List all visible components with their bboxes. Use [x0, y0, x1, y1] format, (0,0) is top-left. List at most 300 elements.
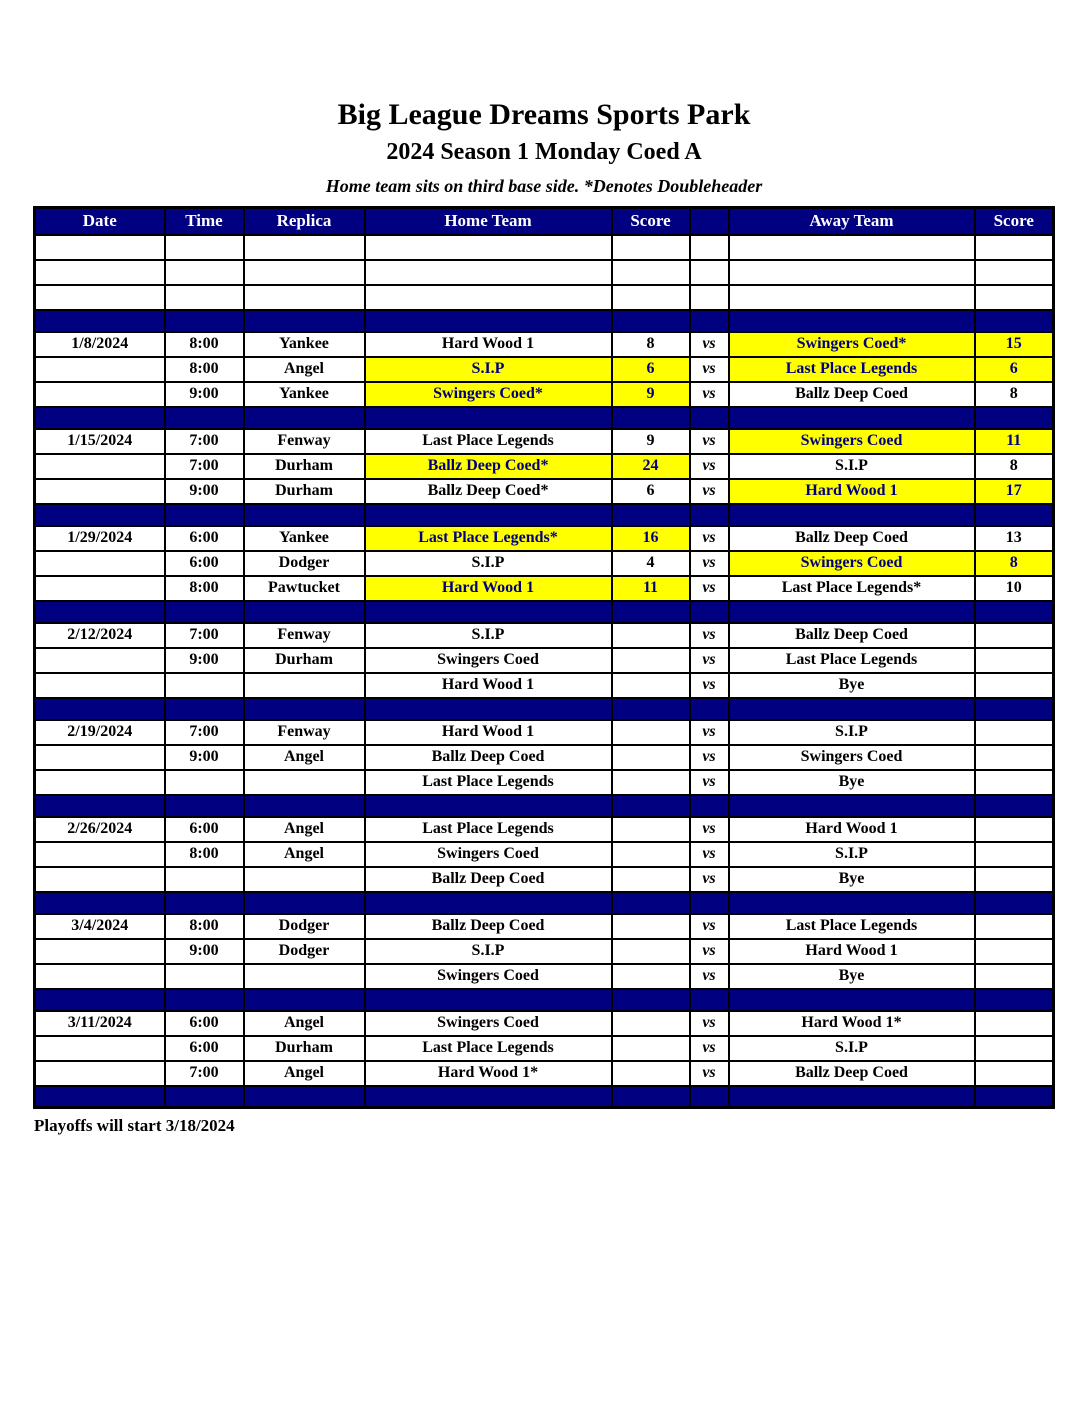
vs-cell: vs — [690, 817, 729, 842]
game-row — [35, 576, 1054, 601]
date-cell — [35, 576, 165, 601]
away-score-cell: 17 — [975, 479, 1054, 504]
home-team-cell: Ballz Deep Coed* — [365, 454, 612, 479]
home-team-cell — [365, 795, 612, 817]
time-cell: 8:00 — [165, 357, 244, 382]
home-team-note: Home team sits on third base side. *Denotes Doubleheader — [325, 176, 763, 197]
away-score-cell — [975, 260, 1054, 285]
game-row — [35, 770, 1054, 795]
away-score-cell — [975, 720, 1054, 745]
home-score-cell — [612, 720, 690, 745]
away-team-cell: Swingers Coed — [729, 551, 975, 576]
time-cell — [165, 407, 244, 429]
home-score-cell — [612, 260, 690, 285]
home-team-cell: Swingers Coed — [365, 648, 612, 673]
vs-cell: vs — [690, 1036, 729, 1061]
home-team-cell: Last Place Legends* — [365, 526, 612, 551]
time-cell: 7:00 — [165, 454, 244, 479]
home-team-cell: Hard Wood 1 — [365, 332, 612, 357]
replica-cell — [244, 698, 365, 720]
time-cell — [165, 260, 244, 285]
page-title: Big League Dreams Sports Park — [337, 98, 751, 131]
game-row — [35, 429, 1054, 454]
away-score-cell — [975, 601, 1054, 623]
away-team-cell — [729, 989, 975, 1011]
replica-cell — [244, 285, 365, 310]
home-team-cell: Hard Wood 1 — [365, 576, 612, 601]
away-score-cell — [975, 1011, 1054, 1036]
away-score-cell: 8 — [975, 382, 1054, 407]
home-team-cell — [365, 285, 612, 310]
replica-cell — [244, 892, 365, 914]
home-score-cell — [612, 310, 690, 332]
away-score-cell — [975, 892, 1054, 914]
vs-cell: vs — [690, 964, 729, 989]
away-team-cell: S.I.P — [729, 842, 975, 867]
date-cell — [35, 989, 165, 1011]
vs-cell: vs — [690, 623, 729, 648]
replica-cell: Durham — [244, 1036, 365, 1061]
time-cell: 7:00 — [165, 623, 244, 648]
home-team-cell: S.I.P — [365, 357, 612, 382]
date-cell — [35, 1036, 165, 1061]
game-row — [35, 332, 1054, 357]
date-cell: 2/26/2024 — [35, 817, 165, 842]
home-team-cell: Swingers Coed* — [365, 382, 612, 407]
away-team-cell: Last Place Legends — [729, 648, 975, 673]
column-header-vs — [690, 208, 729, 235]
vs-cell: vs — [690, 429, 729, 454]
time-cell — [165, 892, 244, 914]
column-header-time: Time — [165, 208, 244, 235]
game-row — [35, 914, 1054, 939]
vs-cell: vs — [690, 1011, 729, 1036]
game-row — [35, 623, 1054, 648]
away-team-cell: Hard Wood 1 — [729, 817, 975, 842]
column-header-home-team: Home Team — [365, 208, 612, 235]
replica-cell: Angel — [244, 817, 365, 842]
game-row — [35, 817, 1054, 842]
game-row — [35, 939, 1054, 964]
date-cell: 1/29/2024 — [35, 526, 165, 551]
time-cell — [165, 770, 244, 795]
date-cell — [35, 454, 165, 479]
home-score-cell: 16 — [612, 526, 690, 551]
replica-cell: Durham — [244, 648, 365, 673]
vs-cell: vs — [690, 745, 729, 770]
away-score-cell — [975, 648, 1054, 673]
game-row — [35, 479, 1054, 504]
vs-cell — [690, 504, 729, 526]
replica-cell — [244, 867, 365, 892]
replica-cell — [244, 601, 365, 623]
date-cell — [35, 964, 165, 989]
home-team-cell — [365, 407, 612, 429]
away-score-cell — [975, 1036, 1054, 1061]
week-separator-row — [35, 698, 1054, 720]
home-score-cell — [612, 795, 690, 817]
vs-cell: vs — [690, 673, 729, 698]
time-cell: 9:00 — [165, 745, 244, 770]
date-cell — [35, 260, 165, 285]
date-cell: 2/12/2024 — [35, 623, 165, 648]
home-team-cell: Hard Wood 1* — [365, 1061, 612, 1086]
away-score-cell — [975, 407, 1054, 429]
home-score-cell — [612, 939, 690, 964]
time-cell — [165, 235, 244, 260]
replica-cell: Dodger — [244, 914, 365, 939]
vs-cell: vs — [690, 842, 729, 867]
home-score-cell — [612, 1061, 690, 1086]
away-score-cell — [975, 817, 1054, 842]
week-separator-row — [35, 989, 1054, 1011]
vs-cell — [690, 698, 729, 720]
home-team-cell — [365, 260, 612, 285]
time-cell — [165, 601, 244, 623]
vs-cell: vs — [690, 770, 729, 795]
empty-row — [35, 260, 1054, 285]
time-cell: 9:00 — [165, 648, 244, 673]
home-team-cell — [365, 235, 612, 260]
away-score-cell — [975, 310, 1054, 332]
away-team-cell: S.I.P — [729, 1036, 975, 1061]
week-separator-row — [35, 310, 1054, 332]
away-team-cell — [729, 407, 975, 429]
away-score-cell — [975, 1061, 1054, 1086]
home-team-cell — [365, 601, 612, 623]
home-score-cell: 24 — [612, 454, 690, 479]
header-row — [35, 208, 1054, 235]
vs-cell: vs — [690, 357, 729, 382]
away-score-cell — [975, 673, 1054, 698]
replica-cell — [244, 1086, 365, 1108]
replica-cell: Dodger — [244, 939, 365, 964]
game-row — [35, 867, 1054, 892]
home-score-cell — [612, 964, 690, 989]
vs-cell — [690, 892, 729, 914]
away-score-cell — [975, 623, 1054, 648]
time-cell: 7:00 — [165, 720, 244, 745]
home-score-cell: 11 — [612, 576, 690, 601]
vs-cell — [690, 407, 729, 429]
date-cell — [35, 745, 165, 770]
game-row — [35, 382, 1054, 407]
home-score-cell — [612, 698, 690, 720]
home-score-cell: 6 — [612, 357, 690, 382]
time-cell: 9:00 — [165, 382, 244, 407]
time-cell: 6:00 — [165, 526, 244, 551]
vs-cell: vs — [690, 867, 729, 892]
game-row — [35, 1036, 1054, 1061]
game-row — [35, 357, 1054, 382]
away-score-cell — [975, 939, 1054, 964]
page-subtitle: 2024 Season 1 Monday Coed A — [386, 139, 702, 165]
date-cell — [35, 479, 165, 504]
time-cell: 6:00 — [165, 1011, 244, 1036]
away-team-cell — [729, 285, 975, 310]
home-score-cell: 9 — [612, 382, 690, 407]
time-cell — [165, 673, 244, 698]
replica-cell — [244, 989, 365, 1011]
vs-cell: vs — [690, 939, 729, 964]
home-team-cell: Swingers Coed — [365, 964, 612, 989]
replica-cell: Yankee — [244, 526, 365, 551]
home-score-cell — [612, 1011, 690, 1036]
replica-cell — [244, 964, 365, 989]
home-team-cell — [365, 989, 612, 1011]
vs-cell: vs — [690, 382, 729, 407]
time-cell: 7:00 — [165, 1061, 244, 1086]
home-score-cell — [612, 867, 690, 892]
time-cell: 6:00 — [165, 551, 244, 576]
away-team-cell: Swingers Coed — [729, 429, 975, 454]
week-separator-row — [35, 1086, 1054, 1108]
away-score-cell — [975, 867, 1054, 892]
home-team-cell: Hard Wood 1 — [365, 673, 612, 698]
date-cell — [35, 698, 165, 720]
home-team-cell — [365, 504, 612, 526]
away-team-cell — [729, 235, 975, 260]
away-score-cell: 10 — [975, 576, 1054, 601]
time-cell: 8:00 — [165, 914, 244, 939]
home-team-cell: Last Place Legends — [365, 817, 612, 842]
replica-cell: Durham — [244, 479, 365, 504]
home-team-cell — [365, 892, 612, 914]
away-score-cell — [975, 1086, 1054, 1108]
replica-cell: Angel — [244, 357, 365, 382]
away-team-cell: Swingers Coed — [729, 745, 975, 770]
home-score-cell — [612, 817, 690, 842]
vs-cell: vs — [690, 479, 729, 504]
away-score-cell — [975, 989, 1054, 1011]
home-score-cell — [612, 673, 690, 698]
vs-cell — [690, 310, 729, 332]
away-team-cell: Last Place Legends — [729, 914, 975, 939]
home-team-cell: S.I.P — [365, 939, 612, 964]
home-score-cell — [612, 1036, 690, 1061]
replica-cell — [244, 673, 365, 698]
replica-cell: Yankee — [244, 382, 365, 407]
vs-cell — [690, 285, 729, 310]
home-team-cell: Swingers Coed — [365, 1011, 612, 1036]
away-score-cell — [975, 770, 1054, 795]
date-cell — [35, 235, 165, 260]
away-score-cell: 11 — [975, 429, 1054, 454]
away-team-cell: Ballz Deep Coed — [729, 382, 975, 407]
away-score-cell — [975, 914, 1054, 939]
game-row — [35, 745, 1054, 770]
week-separator-row — [35, 504, 1054, 526]
home-team-cell: Ballz Deep Coed* — [365, 479, 612, 504]
replica-cell: Yankee — [244, 332, 365, 357]
home-team-cell: Ballz Deep Coed — [365, 745, 612, 770]
away-team-cell — [729, 795, 975, 817]
vs-cell — [690, 795, 729, 817]
schedule-table — [33, 206, 1055, 1109]
time-cell: 9:00 — [165, 939, 244, 964]
empty-row — [35, 235, 1054, 260]
away-team-cell: Last Place Legends — [729, 357, 975, 382]
empty-row — [35, 285, 1054, 310]
week-separator-row — [35, 795, 1054, 817]
replica-cell: Angel — [244, 1011, 365, 1036]
home-team-cell — [365, 310, 612, 332]
home-team-cell: Last Place Legends — [365, 429, 612, 454]
home-score-cell: 8 — [612, 332, 690, 357]
date-cell — [35, 673, 165, 698]
home-team-cell: Ballz Deep Coed — [365, 867, 612, 892]
home-score-cell — [612, 235, 690, 260]
away-team-cell: Ballz Deep Coed — [729, 1061, 975, 1086]
date-cell: 2/19/2024 — [35, 720, 165, 745]
home-score-cell — [612, 648, 690, 673]
game-row — [35, 964, 1054, 989]
away-score-cell — [975, 504, 1054, 526]
time-cell — [165, 964, 244, 989]
time-cell: 8:00 — [165, 842, 244, 867]
away-score-cell — [975, 745, 1054, 770]
replica-cell: Angel — [244, 745, 365, 770]
home-score-cell — [612, 407, 690, 429]
date-cell — [35, 601, 165, 623]
home-team-cell: Last Place Legends — [365, 1036, 612, 1061]
time-cell: 8:00 — [165, 332, 244, 357]
column-header-date: Date — [35, 208, 165, 235]
home-score-cell — [612, 892, 690, 914]
home-score-cell — [612, 914, 690, 939]
time-cell: 6:00 — [165, 1036, 244, 1061]
date-cell: 1/15/2024 — [35, 429, 165, 454]
time-cell — [165, 867, 244, 892]
vs-cell: vs — [690, 332, 729, 357]
away-team-cell: Bye — [729, 964, 975, 989]
game-row — [35, 551, 1054, 576]
vs-cell: vs — [690, 1061, 729, 1086]
away-score-cell — [975, 235, 1054, 260]
replica-cell — [244, 504, 365, 526]
away-score-cell: 6 — [975, 357, 1054, 382]
column-header-away-score: Score — [975, 208, 1054, 235]
time-cell — [165, 795, 244, 817]
time-cell: 9:00 — [165, 479, 244, 504]
replica-cell: Durham — [244, 454, 365, 479]
replica-cell — [244, 770, 365, 795]
away-score-cell: 8 — [975, 551, 1054, 576]
away-team-cell: Ballz Deep Coed — [729, 623, 975, 648]
time-cell — [165, 698, 244, 720]
home-score-cell: 4 — [612, 551, 690, 576]
replica-cell: Fenway — [244, 623, 365, 648]
away-team-cell: Hard Wood 1* — [729, 1011, 975, 1036]
date-cell: 1/8/2024 — [35, 332, 165, 357]
time-cell — [165, 285, 244, 310]
away-score-cell — [975, 964, 1054, 989]
date-cell — [35, 795, 165, 817]
date-cell: 3/11/2024 — [35, 1011, 165, 1036]
time-cell — [165, 310, 244, 332]
away-score-cell: 8 — [975, 454, 1054, 479]
date-cell — [35, 285, 165, 310]
home-score-cell — [612, 745, 690, 770]
away-team-cell: Bye — [729, 770, 975, 795]
game-row — [35, 673, 1054, 698]
away-team-cell: Hard Wood 1 — [729, 479, 975, 504]
replica-cell: Dodger — [244, 551, 365, 576]
home-team-cell — [365, 698, 612, 720]
column-header-replica: Replica — [244, 208, 365, 235]
home-score-cell — [612, 770, 690, 795]
away-team-cell: Ballz Deep Coed — [729, 526, 975, 551]
vs-cell: vs — [690, 551, 729, 576]
date-cell — [35, 648, 165, 673]
vs-cell — [690, 1086, 729, 1108]
away-team-cell: Bye — [729, 673, 975, 698]
column-header-away-team: Away Team — [729, 208, 975, 235]
date-cell — [35, 1061, 165, 1086]
week-separator-row — [35, 892, 1054, 914]
playoffs-note: Playoffs will start 3/18/2024 — [34, 1116, 235, 1136]
game-row — [35, 526, 1054, 551]
time-cell — [165, 989, 244, 1011]
away-team-cell — [729, 310, 975, 332]
date-cell — [35, 504, 165, 526]
home-score-cell — [612, 989, 690, 1011]
game-row — [35, 648, 1054, 673]
away-score-cell — [975, 795, 1054, 817]
home-team-cell: S.I.P — [365, 551, 612, 576]
vs-cell — [690, 235, 729, 260]
date-cell — [35, 939, 165, 964]
home-score-cell — [612, 842, 690, 867]
time-cell: 7:00 — [165, 429, 244, 454]
week-separator-row — [35, 601, 1054, 623]
date-cell — [35, 382, 165, 407]
replica-cell — [244, 407, 365, 429]
column-header-home-score: Score — [612, 208, 690, 235]
date-cell — [35, 842, 165, 867]
vs-cell: vs — [690, 720, 729, 745]
away-team-cell — [729, 601, 975, 623]
time-cell — [165, 504, 244, 526]
date-cell — [35, 892, 165, 914]
date-cell — [35, 407, 165, 429]
vs-cell — [690, 260, 729, 285]
home-team-cell: Last Place Legends — [365, 770, 612, 795]
vs-cell: vs — [690, 526, 729, 551]
time-cell: 8:00 — [165, 576, 244, 601]
replica-cell: Fenway — [244, 429, 365, 454]
replica-cell — [244, 260, 365, 285]
game-row — [35, 454, 1054, 479]
date-cell — [35, 310, 165, 332]
date-cell: 3/4/2024 — [35, 914, 165, 939]
replica-cell: Fenway — [244, 720, 365, 745]
home-score-cell: 9 — [612, 429, 690, 454]
schedule-body — [35, 235, 1054, 1108]
date-cell — [35, 867, 165, 892]
home-score-cell — [612, 623, 690, 648]
date-cell — [35, 551, 165, 576]
away-score-cell — [975, 698, 1054, 720]
vs-cell: vs — [690, 454, 729, 479]
replica-cell: Pawtucket — [244, 576, 365, 601]
vs-cell: vs — [690, 648, 729, 673]
replica-cell: Angel — [244, 842, 365, 867]
week-separator-row — [35, 407, 1054, 429]
vs-cell — [690, 601, 729, 623]
home-score-cell — [612, 285, 690, 310]
away-score-cell: 13 — [975, 526, 1054, 551]
